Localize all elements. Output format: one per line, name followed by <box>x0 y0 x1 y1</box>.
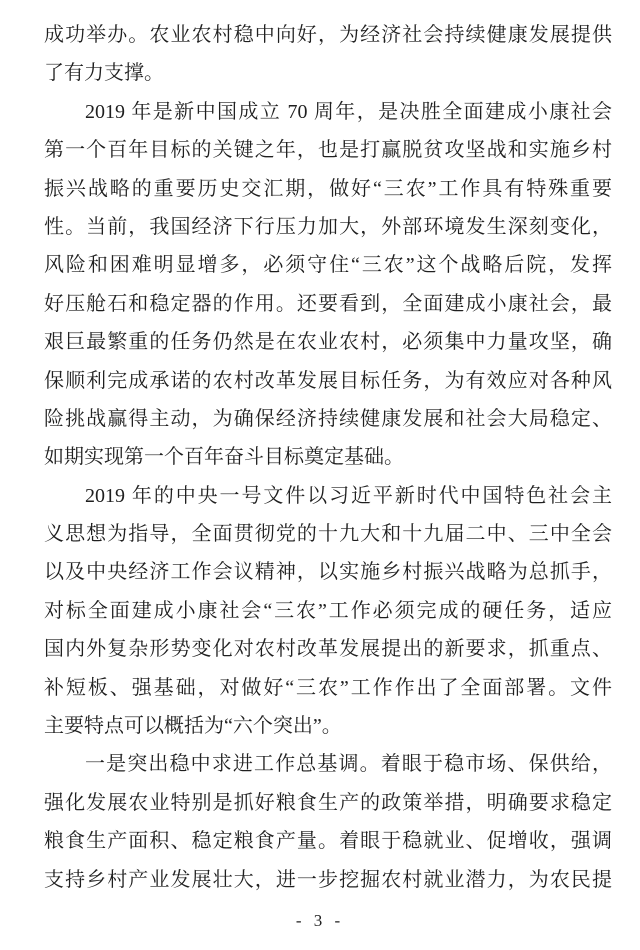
text-line: 如期实现第一个百年奋斗目标奠定基础。 <box>44 446 404 469</box>
text-line: 以及中央经济工作会议精神，以实施乡村振兴战略为总抓手， <box>44 561 612 584</box>
text-line: 好压舱石和稳定器的作用。还要看到，全面建成小康社会，最 <box>44 292 612 315</box>
text-line: 2019 年是新中国成立 70 周年，是决胜全面建成小康社会 <box>85 100 612 123</box>
text-line: 主要特点可以概括为“六个突出”。 <box>44 715 342 738</box>
text-line: 振兴战略的重要历史交汇期，做好“三农”工作具有特殊重要 <box>44 177 612 200</box>
text-line: 了有力支撑。 <box>44 62 164 85</box>
text-line: 强化发展农业特别是抓好粮食生产的政策举措，明确要求稳定 <box>44 791 612 814</box>
text-line: 国内外复杂形势变化对农村改革发展提出的新要求，抓重点、 <box>44 638 612 661</box>
text-line: 成功举办。农业农村稳中向好，为经济社会持续健康发展提供 <box>44 24 612 46</box>
text-line: 支持乡村产业发展壮大，进一步挖掘农村就业潜力，为农民提 <box>44 868 612 891</box>
text-line: 风险和困难明显增多，必须守住“三农”这个战略后院，发挥 <box>44 254 612 277</box>
text-line: 义思想为指导，全面贯彻党的十九大和十九届二中、三中全会 <box>44 523 612 546</box>
text-line: 2019 年的中央一号文件以习近平新时代中国特色社会主 <box>85 484 612 507</box>
page-number: - 3 - <box>295 910 345 930</box>
text-line: 一是突出稳中求进工作总基调。着眼于稳市场、保供给， <box>85 753 612 776</box>
text-line: 对标全面建成小康社会“三农”工作必须完成的硬任务，适应 <box>44 599 612 622</box>
text-line: 粮食生产面积、稳定粮食产量。着眼于稳就业、促增收，强调 <box>44 830 612 853</box>
text-line: 补短板、强基础，对做好“三农”工作作出了全面部署。文件 <box>44 676 612 699</box>
text-line: 险挑战赢得主动，为确保经济持续健康发展和社会大局稳定、 <box>44 407 612 430</box>
text-line: 性。当前，我国经济下行压力加大，外部环境发生深刻变化， <box>44 215 612 238</box>
text-line: 艰巨最繁重的任务仍然是在农业农村，必须集中力量攻坚，确 <box>44 331 612 354</box>
text-line: 第一个百年目标的关键之年，也是打赢脱贫攻坚战和实施乡村 <box>44 139 612 162</box>
text-line: 保顺利完成承诺的农村改革发展目标任务，为有效应对各种风 <box>44 369 612 392</box>
